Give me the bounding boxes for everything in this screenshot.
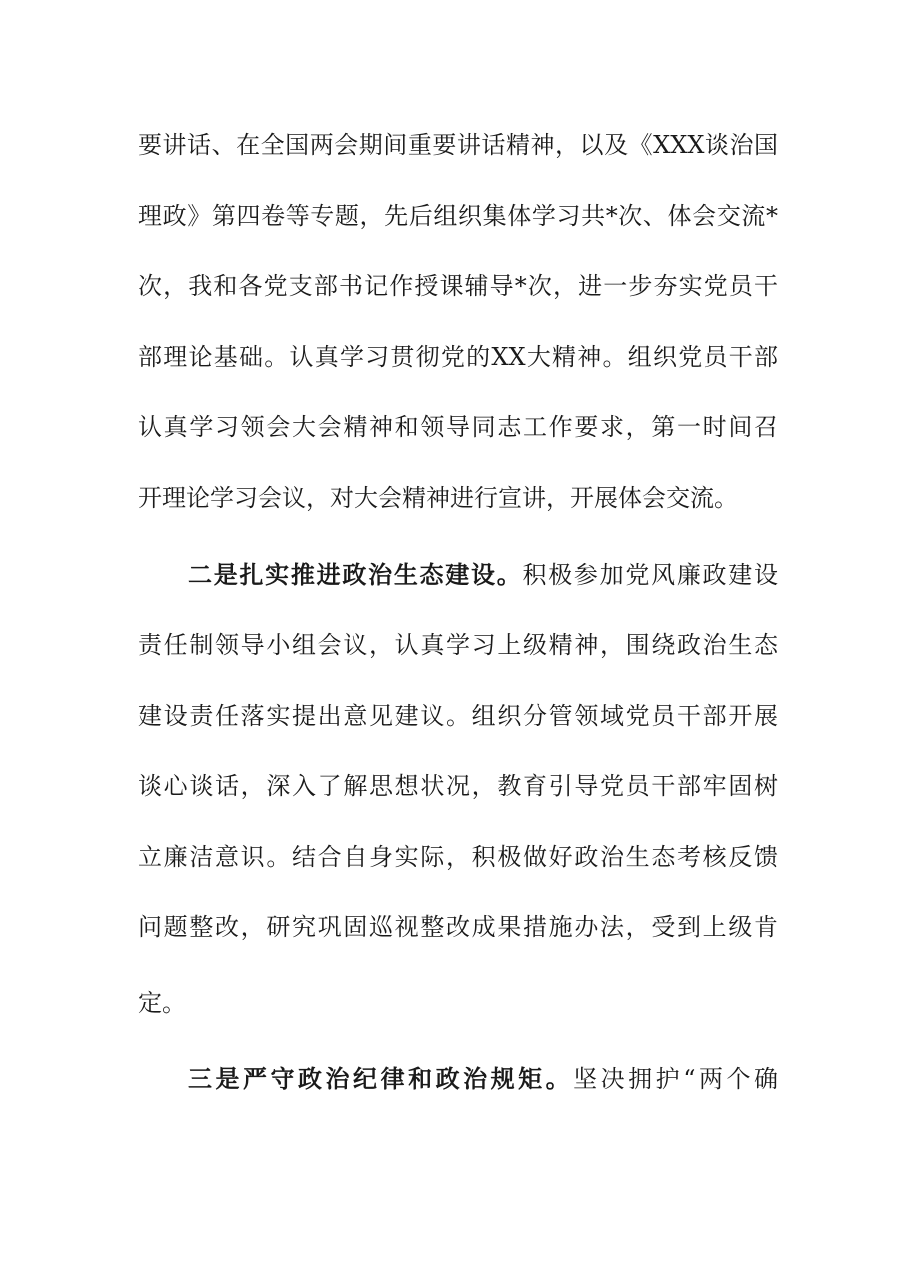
paragraph-first-line-text: 积极参加党风廉政建设 xyxy=(522,561,779,589)
text-line: 定。 xyxy=(138,989,186,1017)
paragraph-first-line xyxy=(188,1059,778,1099)
text-line: 部理论基础。认真学习贯彻党的XX大精神。组织党员干部 xyxy=(138,343,778,371)
text-line: 开理论学习会议，对大会精神进行宣讲，开展体会交流。 xyxy=(138,484,738,512)
paragraph-lead-heading: 二是扎实推进政治生态建设。 xyxy=(188,560,523,589)
text-line: 次，我和各党支部书记作授课辅导*次，进一步夯实党员干 xyxy=(138,272,778,300)
text-line: 立廉洁意识。结合自身实际，积极做好政治生态考核反馈 xyxy=(138,843,778,871)
paragraph-first-line-text: 坚决拥护“两个确 xyxy=(573,1065,778,1093)
text-line: 责任制领导小组会议，认真学习上级精神，围绕政治生态 xyxy=(138,631,778,659)
paragraph-first-line xyxy=(188,555,778,595)
text-line: 要讲话、在全国两会期间重要讲话精神，以及《XXX谈治国 xyxy=(138,131,778,159)
text-line: 认真学习领会大会精神和领导同志工作要求，第一时间召 xyxy=(138,413,778,441)
text-line: 谈心谈话，深入了解思想状况，教育引导党员干部牢固树 xyxy=(138,772,778,800)
paragraph-lead-heading: 三是严守政治纪律和政治规矩。 xyxy=(188,1064,574,1093)
text-line: 理政》第四卷等专题，先后组织集体学习共*次、体会交流* xyxy=(138,202,778,230)
text-line: 建设责任落实提出意见建议。组织分管领域党员干部开展 xyxy=(138,702,778,730)
text-line: 问题整改，研究巩固巡视整改成果措施办法，受到上级肯 xyxy=(138,913,778,941)
